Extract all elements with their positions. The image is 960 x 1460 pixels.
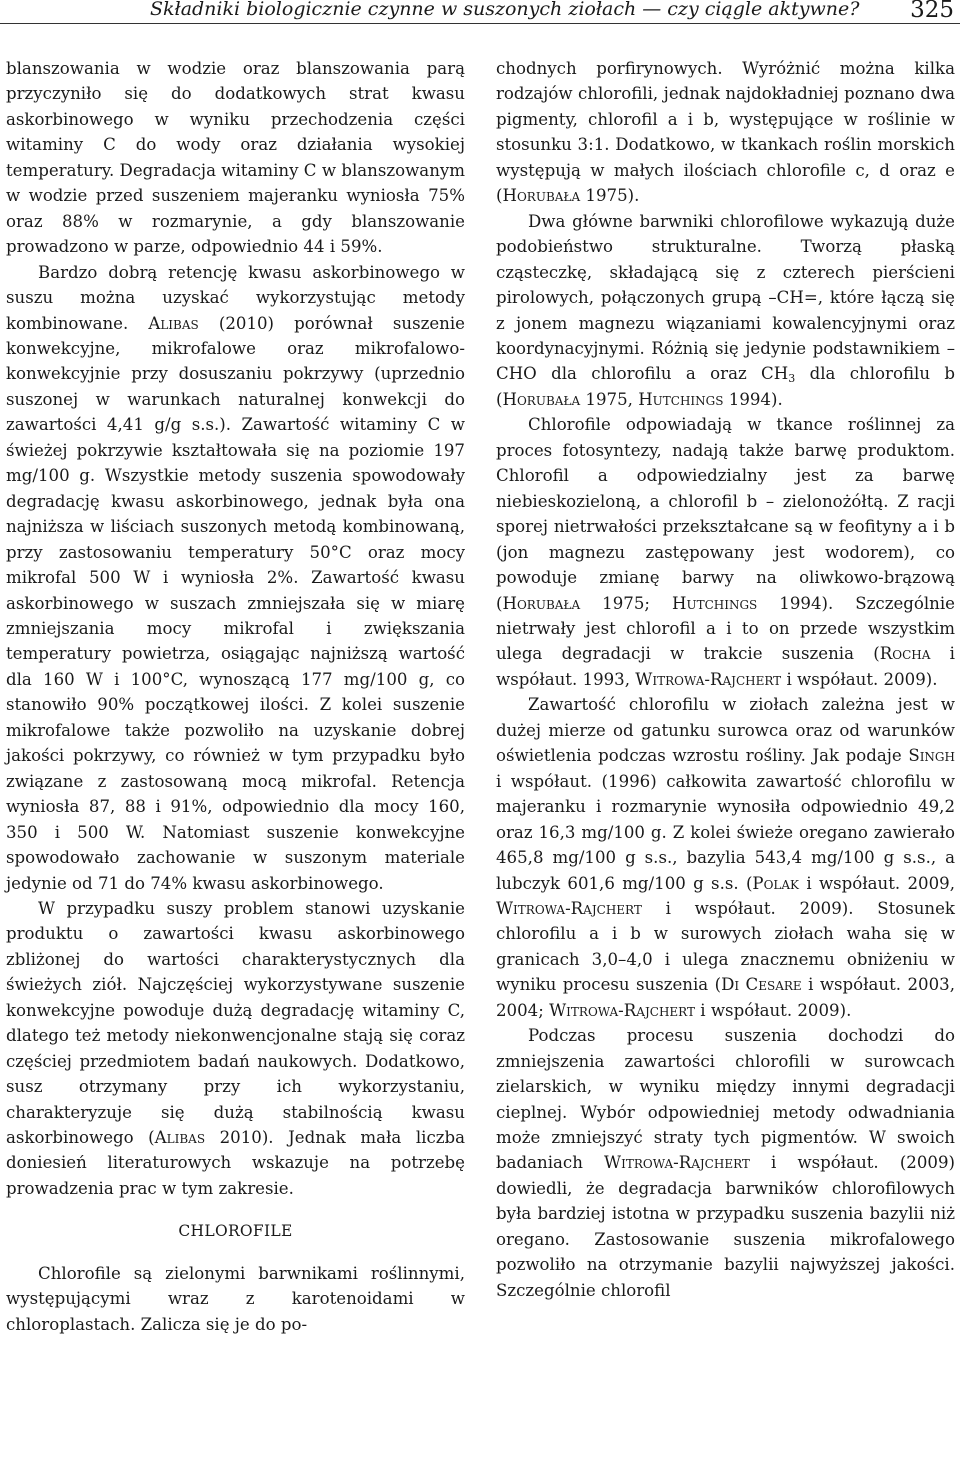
- section-heading: CHLOROFILE: [178, 1222, 293, 1241]
- running-header: [0, 0, 960, 24]
- paragraph: chodnych porfirynowych. Wyróżnić można kilka rodzajów chlorofili, jednak najdokładniej poznano dwa pigmenty, chlorofil a i b, występujące w roślinie w stosunku 3:1. Dodatkowo, w tkankach roślin morskich występują w małych ilościach chlorofile c, d oraz e (Horubała 1975).: [496, 59, 955, 206]
- subscript: 3: [788, 372, 796, 386]
- citation-author: Witrowa-Rajchert: [635, 669, 782, 689]
- paragraph: Podczas procesu suszenia dochodzi do zmniejszenia zawartości chlorofili w surowcach zielarskich, w wyniku między innymi degradacji cieplnej. Wybór odpowiedniej metody odwadniania może zmniejszyć straty tych pigmentów. W swoich badaniach Witrowa-Rajchert i współaut. (2009) dowiedli, że degradacja barwników chlorofilowych była bardziej istotna w przypadku suszenia bazylii niż oregano. Zastosowanie suszenia mikrofalowego pozwoliło na otrzymanie bazylii najwyższej jakości. Szczególnie chlorofil: [496, 1026, 955, 1300]
- citation-author: Witrowa-Rajchert: [549, 1000, 695, 1020]
- citation-author: Alibas: [148, 313, 199, 333]
- citation-author: Polak: [752, 873, 800, 893]
- citation-author: Horubała: [502, 593, 581, 613]
- citation-author: Alibas: [154, 1128, 206, 1148]
- citation-author: Witrowa-Rajchert: [604, 1153, 750, 1173]
- left-column: [6, 56, 465, 1337]
- paragraph: blanszowania w wodzie oraz blanszowania parą przyczyniło się do dodatkowych strat kwasu askorbinowego w wyniku przechodzenia części witaminy C do wody oraz działania wysokiej temperatury. Degradacja witaminy C w blanszowanym w wodzie przed suszeniem majeranku wyniosła 75% oraz 88% w rozmarynie, a gdy blanszowanie prowadzono w parze, odpowiednio 44 i 59%.: [6, 59, 465, 257]
- citation-author: Witrowa-Rajchert: [496, 898, 642, 918]
- paragraph: W przypadku suszy problem stanowi uzyskanie produktu o zawartości kwasu askorbinowego zbliżonej do wartości charakterystycznych dla świeżych ziół. Najczęściej wykorzystywane suszenie konwekcyjne powoduje dużą degradację witaminy C, dlatego też metody niekonwencjonalne stają się coraz częściej przedmiotem badań naukowych. Dodatkowo, susz otrzymany przy ich wykorzystaniu, charakteryzuje się dużą stabilnością kwasu askorbinowego (Alibas 2010). Jednak mała liczba doniesień literaturowych wskazuje na potrzebę prowadzenia prac w tym zakresie.: [6, 898, 465, 1198]
- citation-author: Horubała: [502, 389, 581, 409]
- citation-author: Horubała: [502, 186, 581, 206]
- header-rule: [0, 23, 960, 24]
- citation-author: Di Cesare: [721, 975, 802, 995]
- page-number: 325: [910, 0, 954, 23]
- paragraph: Dwa główne barwniki chlorofilowe wykazują duże podobieństwo strukturalne. Tworzą płaską cząsteczkę, składającą się z czterech pierścieni pirolowych, połączonych grupą –CH=, które łączą się z jonem magnezu wiązaniami kowalencyjnymi oraz koordynacyjnymi. Różnią się jedynie podstawnikiem –CHO dla chlorofilu a oraz $CH_3$ dla chlorofilu b (Horubała 1975, Hutchings 1994).: [496, 211, 955, 409]
- paragraph: Zawartość chlorofilu w ziołach zależna jest w dużej mierze od gatunku surowca oraz od warunków oświetlenia podczas wzrostu rośliny. Jak podaje Singh i współaut. (1996) całkowita zawartość chlorofilu w majeranku i rozmarynie wynosiła odpowiednio 49,2 oraz 16,3 mg/100 g. Z kolei świeże oregano zawierało 465,8 mg/100 g s.s., bazylia 543,4 mg/100 g s.s., a lubczyk 601,6 mg/100 g s.s. (Polak i współaut. 2009, Witrowa-Rajchert i współaut. 2009). Stosunek chlorofilu a i b w surowych ziołach waha się w granicach 3,0–4,0 i ulega znacznemu obniżeniu w wyniku procesu suszenia (Di Cesare i współaut. 2003, 2004; Witrowa-Rajchert i współaut. 2009).: [496, 695, 955, 1020]
- citation-author: Hutchings: [671, 593, 758, 613]
- citation-author: Singh: [908, 746, 955, 766]
- right-column: [496, 56, 955, 1303]
- paragraph: Chlorofile są zielonymi barwnikami roślinnymi, występującymi wraz z karotenoidami w chloroplastach. Zalicza się je do po-: [6, 1263, 465, 1334]
- paragraph: Chlorofile odpowiadają w tkance roślinnej za proces fotosyntezy, nadają także barwę produktom. Chlorofil a odpowiedzialny jest za barwę niebieskozieloną, a chlorofil b – zielonożółtą. Z racji sporej nietrwałości przekształcane są w feofityny a i b (jon magnezu zastępowany jest wodorem), co powoduje zmianę barwy na oliwkowo-brązową (Horubała 1975; Hutchings 1994). Szczególnie nietrwały jest chlorofil a i to on przede wszystkim ulega degradacji w trakcie suszenia (Rocha i współaut. 1993, Witrowa-Rajchert i współaut. 2009).: [496, 415, 955, 689]
- paragraph: Bardzo dobrą retencję kwasu askorbinowego w suszu można uzyskać wykorzystując metody kombinowane. Alibas (2010) porównał suszenie konwekcyjne, mikrofalowe oraz mikrofalowo-konwekcyjnie przy dosuszaniu pokrzywy (uprzednio suszonej w warunkach naturalnej konwekcji do zawartości 4,41 g/g s.s.). Zawartość witaminy C w świeżej pokrzywie kształtowała się na poziomie 197 mg/100 g. Wszystkie metody suszenia spowodowały degradację kwasu askorbinowego, jednak była ona najniższa w liściach suszonych metodą kombinowaną, przy zastosowaniu temperatury 50°C oraz mocy mikrofal 500 W i wyniosła 2%. Zawartość kwasu askorbinowego w suszach zmniejszała się w miarę zmniejszania mocy mikrofal i zwiększania temperatury powietrza, osiągając najniższą wartość dla 160 W i 100°C, wynoszącą 177 mg/100 g, co stanowiło 90% początkowej ilości. Z kolei suszenie mikrofalowe także pozwoliło na uzyskanie dobrej jakości pokrzywy, co również w tym przypadku było związane z zastosowaną mocą mikrofal. Retencja wyniosła 87, 88 i 91%, odpowiednio dla mocy 160, 350 i 500 W. Natomiast suszenie konwekcyjne spowodowało zachowanie w suszonym materiale jedynie od 71 do 74% kwasu askorbinowego.: [6, 262, 465, 893]
- citation-author: Hutchings: [638, 389, 724, 409]
- running-header-title: Składniki biologicznie czynne w suszonych ziołach — czy ciągle aktywne?: [150, 0, 860, 20]
- citation-author: Rocha: [879, 644, 931, 664]
